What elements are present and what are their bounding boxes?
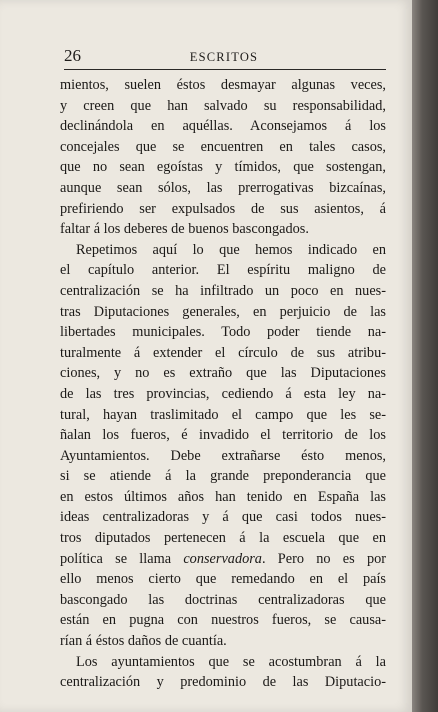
text-line: faltar á los deberes de buenos bascongados. xyxy=(60,221,309,238)
running-title: ESCRITOS xyxy=(189,50,259,64)
page-edge-shadow xyxy=(412,0,438,712)
text-line: y creen que han salvado su responsabilidad, xyxy=(60,97,386,114)
text-line: Los ayuntamientos que se acostumbran á la xyxy=(76,653,386,670)
text-line: tras Diputaciones generales, en perjuicio de las xyxy=(60,303,386,320)
text-line: mientos, suelen éstos desmayar algunas veces, xyxy=(60,77,386,93)
text-line: en estos últimos años han tenido en España las xyxy=(60,488,386,505)
text-line: si se atiende á la grande preponderancia que xyxy=(60,468,386,485)
text-line: ciones, y no es extraño que las Diputaciones xyxy=(60,365,386,382)
text-line: concejales que se encuentren en tales casos, xyxy=(60,138,386,155)
text-line: de las tres provincias, cediendo á esta ley na- xyxy=(60,385,386,402)
header-rule xyxy=(64,69,386,70)
text-line: Ayuntamientos. Debe extrañarse ésto menos, xyxy=(60,447,386,464)
text-line: rían á éstos daños de cuantía. xyxy=(60,633,227,650)
text-line: declinándola en aquéllas. Aconsejamos á los xyxy=(60,118,386,135)
body-text xyxy=(60,75,386,693)
text-segment: política se llama xyxy=(60,550,172,567)
text-line: Repetimos aquí lo que hemos indicado en xyxy=(76,241,386,258)
text-line: ello menos cierto que remedando en el país xyxy=(60,571,386,588)
page-header xyxy=(64,42,384,66)
text-line: ideas centralizadoras y á que casi todos nues- xyxy=(60,509,386,526)
text-line: turalmente á extender el círculo de sus atribu- xyxy=(60,344,386,361)
text-line: bascongado las doctrinas centralizadoras que xyxy=(60,591,386,608)
text-line: tural, hayan traslimitado el campo que les se- xyxy=(60,406,386,423)
text-line: ñalan los fueros, é invadido el territorio de los xyxy=(60,427,386,444)
text-segment: . Pero no es por xyxy=(261,550,386,567)
page-number: 26 xyxy=(64,46,81,65)
text-line: tros diputados pertenecen á la escuela que en xyxy=(60,530,386,547)
text-line: el capítulo anterior. El espíritu maligno de xyxy=(60,262,386,279)
text-line: prefiriendo ser expulsados de sus asientos, á xyxy=(60,200,386,217)
text-line: están en pugna con nuestros fueros, se causa- xyxy=(60,612,386,629)
text-line: centralización y predominio de las Diputacio- xyxy=(60,674,386,691)
text-line-with-emphasis xyxy=(60,549,386,570)
text-line: que no sean egoístas y tímidos, que sostengan, xyxy=(60,159,386,176)
text-line: centralización se ha infiltrado un poco en nues- xyxy=(60,282,386,299)
text-line: libertades municipales. Todo poder tiende na- xyxy=(60,324,386,341)
emphasized-term: conservadora xyxy=(183,550,262,567)
text-line: aunque sean sólos, las prerrogativas bizcaínas, xyxy=(60,179,386,196)
